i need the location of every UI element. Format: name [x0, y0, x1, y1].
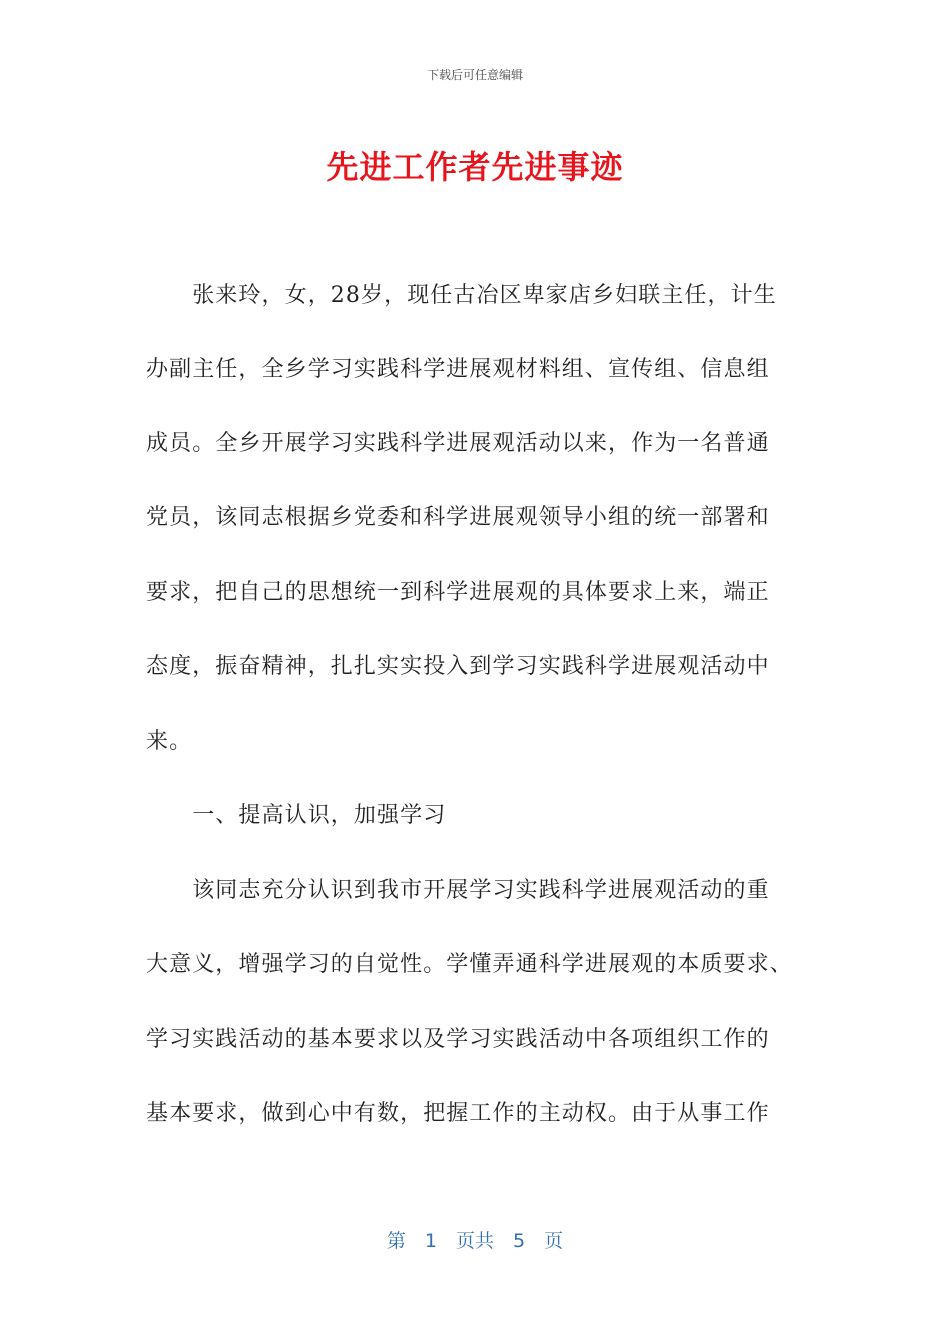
body-line: 该同志充分认识到我市开展学习实践科学进展观活动的重	[146, 878, 770, 903]
body-line: 办副主任，全乡学习实践科学进展观材料组、宣传组、信息组	[146, 357, 770, 382]
body-line: 学习实践活动的基本要求以及学习实践活动中各项组织工作的	[146, 1027, 770, 1052]
body-line: 党员，该同志根据乡党委和科学进展观领导小组的统一部署和	[146, 505, 770, 530]
header-note: 下载后可任意编辑	[426, 68, 523, 82]
body-line: 成员。全乡开展学习实践科学进展观活动以来，作为一名普通	[146, 431, 770, 456]
section-heading: 一、提高认识，加强学习	[146, 803, 447, 828]
body-line: 来。	[146, 729, 193, 754]
body-line: 基本要求，做到心中有数，把握工作的主动权。由于从事工作	[146, 1101, 770, 1126]
body-line: 大意义，增强学习的自觉性。学懂弄通科学进展观的本质要求、	[146, 952, 793, 977]
body-line: 态度，振奋精神，扎扎实实投入到学习实践科学进展观活动中	[146, 654, 770, 679]
document-title: 先进工作者先进事迹	[326, 148, 624, 186]
body-line: 要求，把自己的思想统一到科学进展观的具体要求上来，端正	[146, 580, 770, 605]
body-line: 张来玲，女，28岁，现任古冶区卑家店乡妇联主任，计生	[146, 283, 777, 308]
page-footer: 第 1 页共 5 页	[386, 1230, 564, 1252]
